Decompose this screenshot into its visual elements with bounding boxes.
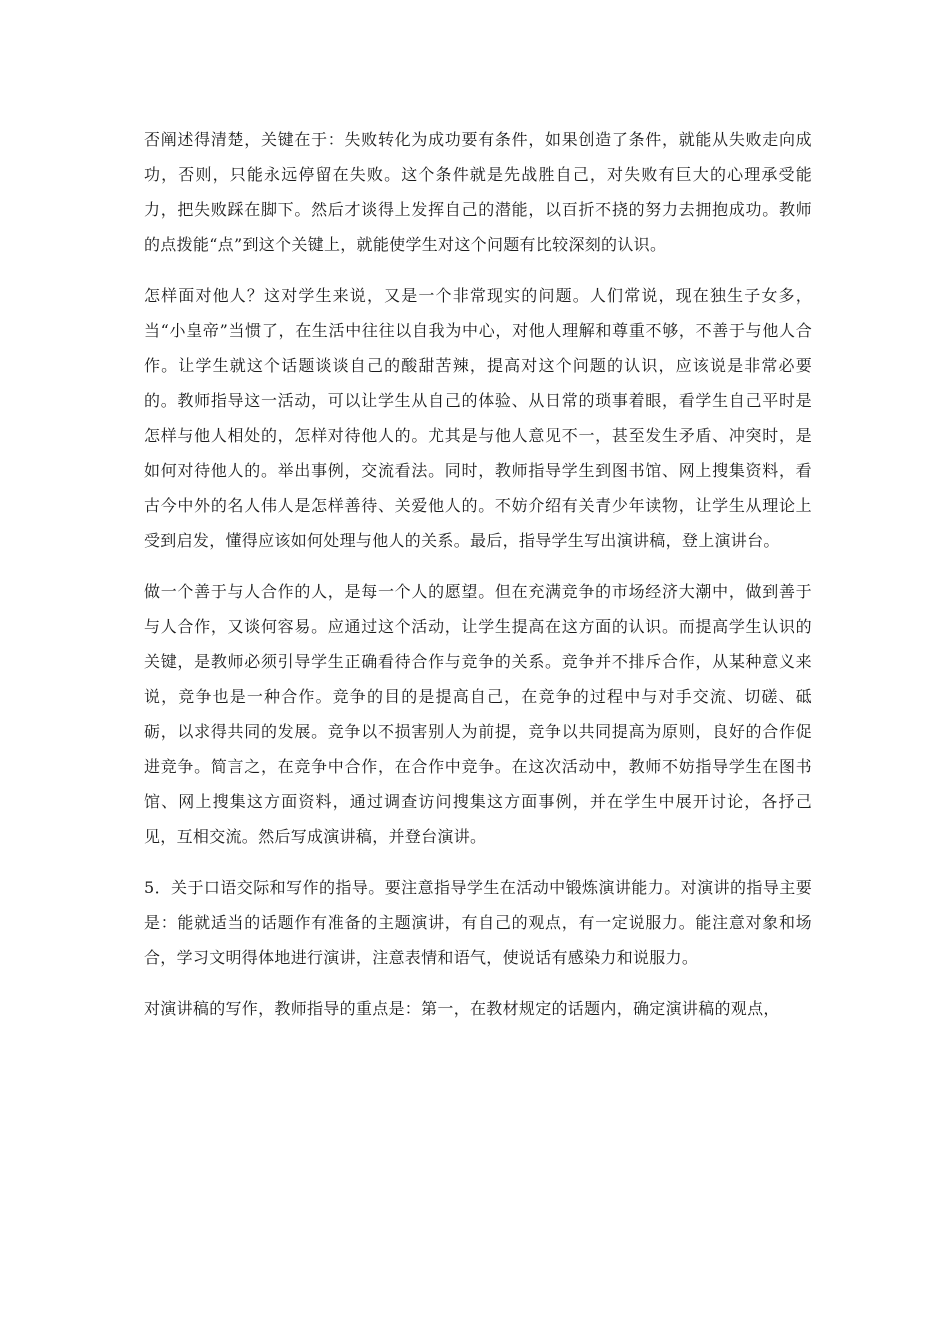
paragraph-failure-to-success: 否阐述得清楚，关键在于：失败转化为成功要有条件，如果创造了条件，就能从失败走向成功，否则，只能永远停留在失败。这个条件就是先战胜自己，对失败有巨大的心理承受能力，把失败踩在脚下。然后才谈得上发挥自己的潜能，以百折不挠的努力去拥抱成功。教师的点拨能“点”到这个关键上，就能使学生对这个问题有比较深刻的认识。	[144, 130, 812, 254]
paragraph-facing-others: 怎样面对他人？这对学生来说，又是一个非常现实的问题。人们常说，现在独生子女多，当“小皇帝”当惯了，在生活中往往以自我为中心，对他人理解和尊重不够，不善于与他人合作。让学生就这个话题谈谈自己的酸甜苦辣，提高对这个问题的认识，应该说是非常必要的。教师指导这一活动，可以让学生从自己的体验、从日常的琐事着眼，看学生自己平时是怎样与他人相处的，怎样对待他人的。尤其是与他人意见不一，甚至发生矛盾、冲突时，是如何对待他人的。举出事例，交流看法。同时，教师指导学生到图书馆、网上搜集资料，看古今中外的名人伟人是怎样善待、关爱他人的。不妨介绍有关青少年读物，让学生从理论上受到启发，懂得应该如何处理与他人的关系。最后，指导学生写出演讲稿，登上演讲台。	[144, 286, 812, 550]
document-body	[144, 122, 812, 1026]
paragraph-speech-guidance: 5．关于口语交际和写作的指导。要注意指导学生在活动中锻炼演讲能力。对演讲的指导主要是：能就适当的话题作有准备的主题演讲，有自己的观点，有一定说服力。能注意对象和场合，学习文明得体地进行演讲，注意表情和语气，使说话有感染力和说服力。	[144, 878, 812, 967]
paragraph-speech-writing: 对演讲稿的写作，教师指导的重点是：第一，在教材规定的话题内，确定演讲稿的观点，	[144, 999, 780, 1018]
paragraph-cooperation: 做一个善于与人合作的人，是每一个人的愿望。但在充满竞争的市场经济大潮中，做到善于与人合作，又谈何容易。应通过这个活动，让学生提高在这方面的认识。而提高学生认识的关键，是教师必须引导学生正确看待合作与竞争的关系。竞争并不排斥合作，从某种意义来说，竞争也是一种合作。竞争的目的是提高自己，在竞争的过程中与对手交流、切磋、砥砺，以求得共同的发展。竞争以不损害别人为前提，竞争以共同提高为原则，良好的合作促进竞争。简言之，在竞争中合作，在合作中竞争。在这次活动中，教师不妨指导学生在图书馆、网上搜集这方面资料，通过调查访问搜集这方面事例，并在学生中展开讨论，各抒己见，互相交流。然后写成演讲稿，并登台演讲。	[144, 582, 812, 846]
